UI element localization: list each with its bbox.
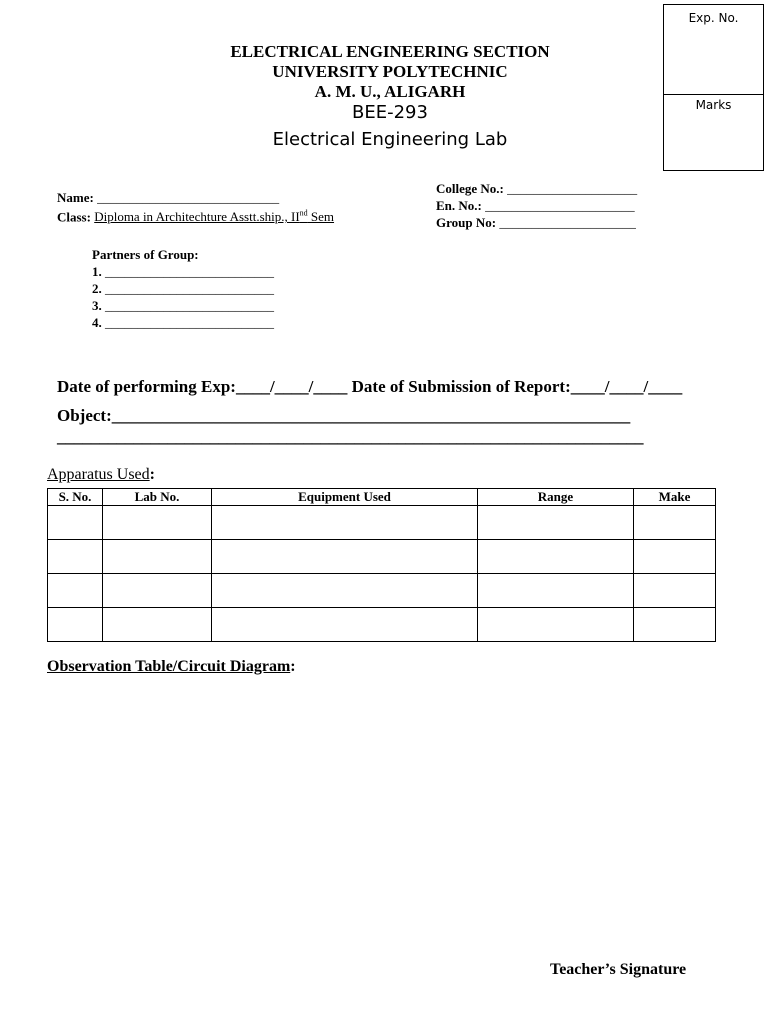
- table-cell[interactable]: [48, 540, 103, 574]
- college-no-blank: ____________________: [507, 181, 638, 196]
- location-title: A. M. U., ALIGARH: [314, 82, 466, 101]
- object-label: Object:: [57, 406, 112, 425]
- column-header: Lab No.: [103, 489, 212, 506]
- name-label: Name:: [57, 190, 94, 205]
- table-cell[interactable]: [634, 608, 716, 642]
- table-cell[interactable]: [212, 608, 478, 642]
- object-field[interactable]: [57, 405, 630, 427]
- class-value: Diploma in Architechture Asstt.ship., IInd Sem: [94, 209, 335, 225]
- table-cell[interactable]: [634, 574, 716, 608]
- partner-line[interactable]: 3. __________________________: [92, 298, 274, 313]
- table-cell[interactable]: [103, 540, 212, 574]
- partner-line[interactable]: 1. __________________________: [92, 264, 274, 279]
- column-header: S. No.: [48, 489, 103, 506]
- group-no-label: Group No:: [436, 215, 497, 230]
- college-no-field[interactable]: [436, 180, 637, 197]
- class-label: Class:: [57, 209, 91, 225]
- observation-heading: Observation Table/Circuit Diagram:: [47, 658, 296, 675]
- table-row: [48, 574, 716, 608]
- apparatus-heading: Apparatus Used:: [47, 466, 155, 483]
- table-cell[interactable]: [634, 540, 716, 574]
- table-cell[interactable]: [103, 506, 212, 540]
- group-no-field[interactable]: [436, 214, 636, 231]
- en-no-blank: _______________________: [485, 198, 635, 213]
- course-name: Electrical Engineering Lab: [272, 129, 508, 150]
- object-blank-2[interactable]: _____________________________________________________________________: [57, 427, 644, 446]
- table-cell[interactable]: [478, 540, 634, 574]
- partner-line[interactable]: 2. __________________________: [92, 281, 274, 296]
- object-blank-1: _____________________________________________________________: [111, 406, 631, 425]
- column-header: Equipment Used: [212, 489, 478, 506]
- table-row: [48, 608, 716, 642]
- class-field: [57, 205, 334, 225]
- table-cell[interactable]: [103, 574, 212, 608]
- table-cell[interactable]: [212, 506, 478, 540]
- en-no-label: En. No.:: [436, 198, 482, 213]
- table-row: [48, 506, 716, 540]
- table-cell[interactable]: [48, 574, 103, 608]
- name-blank: ____________________________: [97, 190, 280, 205]
- column-header: Make: [634, 489, 716, 506]
- teacher-signature: Teacher’s Signature: [550, 961, 687, 978]
- institute-title: UNIVERSITY POLYTECHNIC: [272, 62, 508, 81]
- exp-no-label: Exp. No.: [688, 11, 739, 25]
- table-cell[interactable]: [212, 540, 478, 574]
- name-field[interactable]: [57, 189, 279, 206]
- marks-label: Marks: [695, 98, 732, 112]
- table-cell[interactable]: [103, 608, 212, 642]
- college-no-label: College No.:: [436, 181, 504, 196]
- table-cell[interactable]: [48, 608, 103, 642]
- course-code: BEE-293: [352, 102, 428, 123]
- table-cell[interactable]: [212, 574, 478, 608]
- en-no-field[interactable]: [436, 197, 635, 214]
- section-title: ELECTRICAL ENGINEERING SECTION: [230, 42, 550, 61]
- group-no-blank: _____________________: [499, 215, 636, 230]
- table-header-row: [48, 489, 716, 506]
- column-header: Range: [478, 489, 634, 506]
- table-cell[interactable]: [634, 506, 716, 540]
- table-cell[interactable]: [478, 506, 634, 540]
- table-cell[interactable]: [478, 608, 634, 642]
- dates-line[interactable]: Date of performing Exp:____/____/____ Date of Submission of Report:____/____/____: [57, 377, 683, 396]
- table-row: [48, 540, 716, 574]
- table-cell[interactable]: [478, 574, 634, 608]
- partners-heading: Partners of Group:: [92, 247, 199, 262]
- apparatus-table: [47, 488, 716, 642]
- partner-line[interactable]: 4. __________________________: [92, 315, 274, 330]
- table-cell[interactable]: [48, 506, 103, 540]
